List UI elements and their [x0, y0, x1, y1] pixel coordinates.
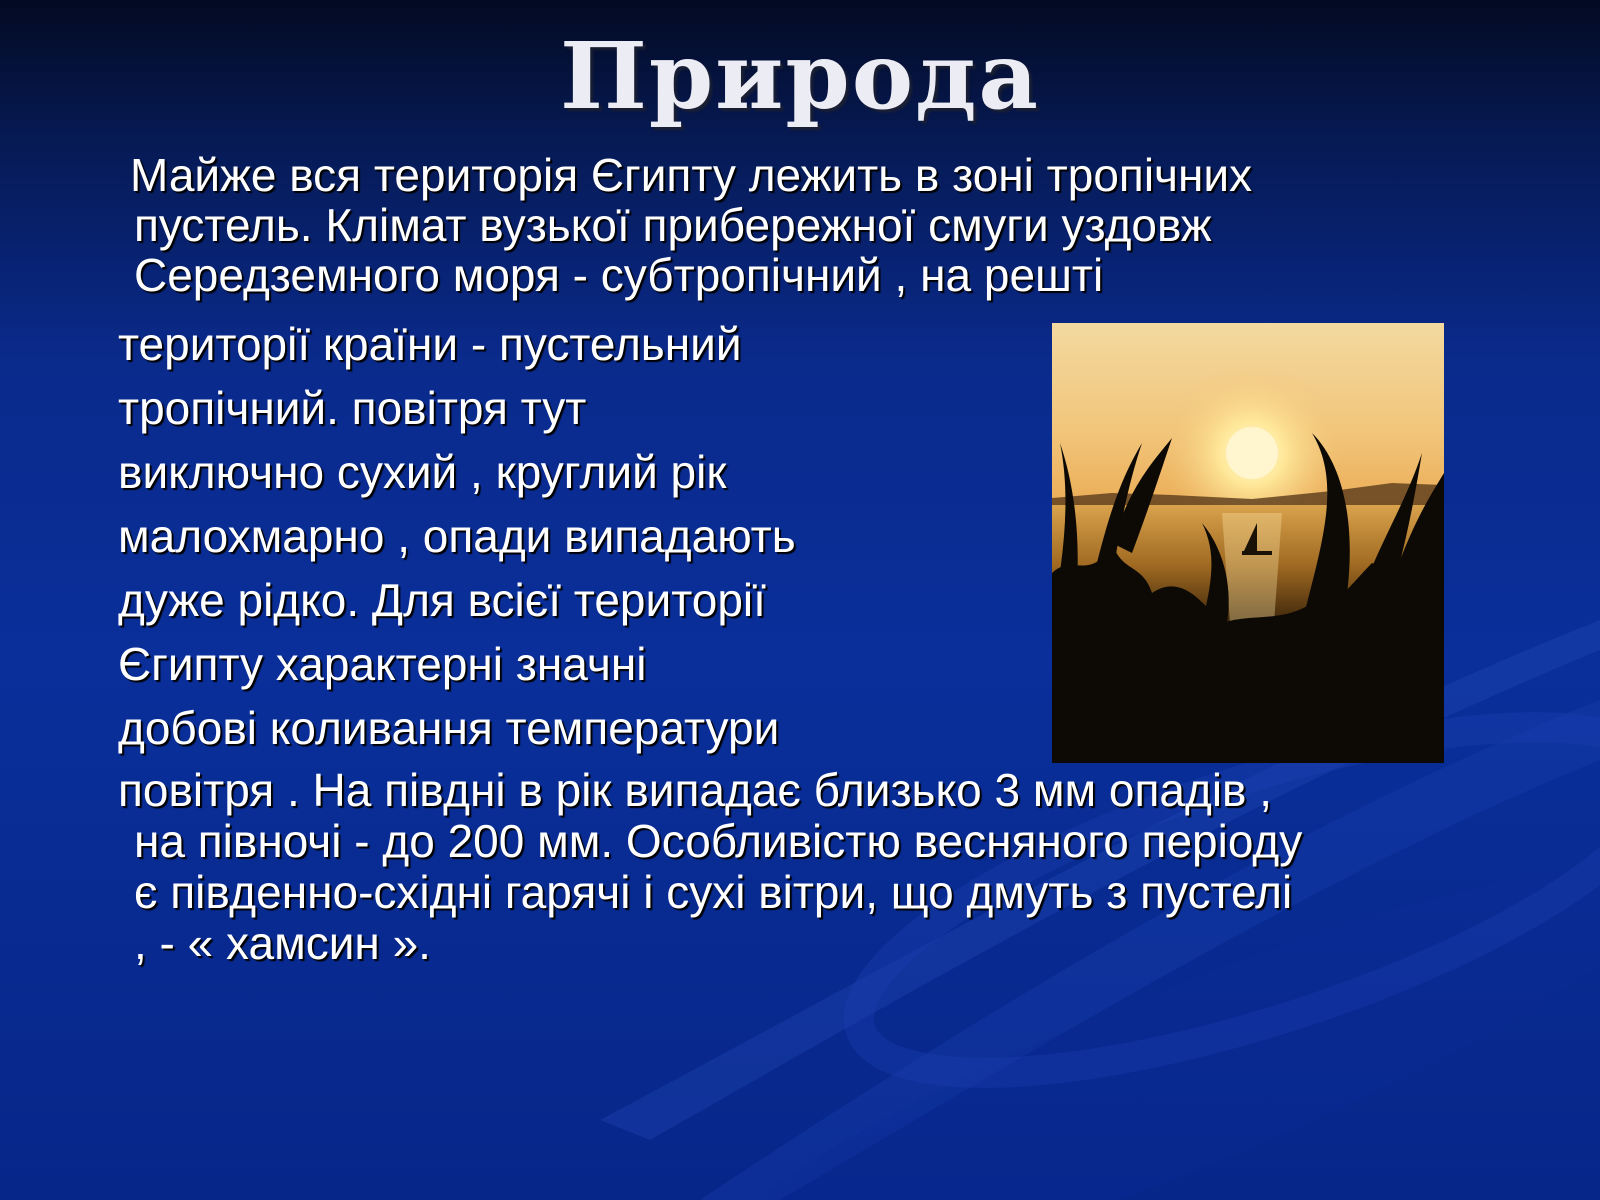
sunset-over-water-photo — [1052, 323, 1444, 763]
climate-paragraph — [118, 312, 796, 760]
slide-title: Природа — [559, 22, 1041, 130]
intro-line: Середземного моря - субтропічний , на решті — [134, 249, 1104, 301]
closing-line: повітря . На півдні в рік випадає близько 3 мм опадів , — [118, 764, 1273, 816]
closing-line: є південно-східні гарячі і сухі вітри, що дмуть з пустелі — [134, 866, 1293, 918]
closing-line: на півночі - до 200 мм. Особливістю весняного періоду — [134, 815, 1303, 867]
climate-line: території країни - пустельний — [118, 318, 742, 370]
climate-line: добові коливання температури — [118, 702, 780, 754]
climate-line: виключно сухий , круглий рік — [118, 446, 727, 498]
climate-line: дуже рідко. Для всієї території — [118, 574, 766, 626]
intro-line: пустель. Клімат вузької прибережної смуги уздовж — [134, 199, 1212, 251]
intro-line: Майже вся територія Єгипту лежить в зоні тропічних — [130, 149, 1253, 201]
climate-line: тропічний. повітря тут — [118, 382, 587, 434]
intro-paragraph — [118, 150, 1568, 300]
climate-line: малохмарно , опади випадають — [118, 510, 796, 562]
closing-paragraph — [118, 765, 1302, 969]
climate-line: Єгипту характерні значні — [118, 638, 647, 690]
closing-line: , - « хамсин ». — [134, 917, 431, 969]
